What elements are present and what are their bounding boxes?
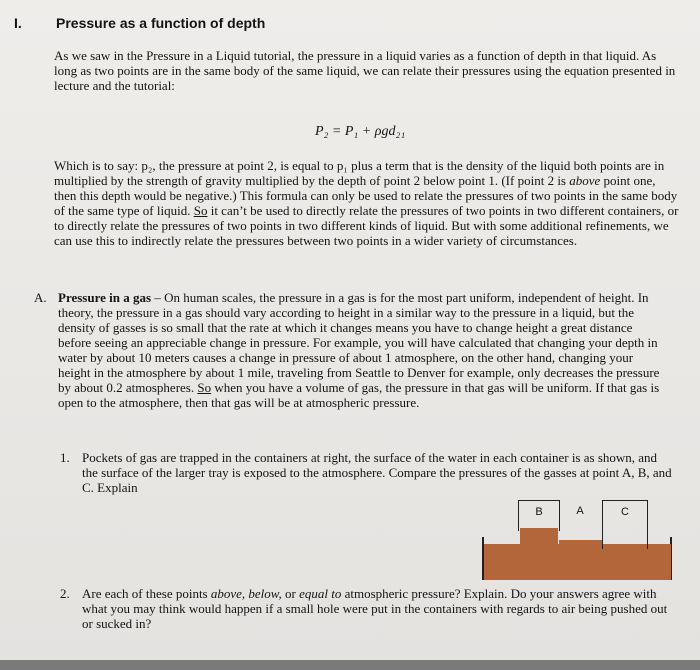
section-number: I. xyxy=(14,15,22,31)
question-2-text-3: atmospheric pressure? Explain. Do your answers agree with what you may think would happen if a small hole were put in the containers with regards to air being pushed out or sucked in? xyxy=(82,586,668,631)
section-a-title: Pressure in a gas xyxy=(58,290,152,305)
tray-water xyxy=(484,544,671,580)
pressure-formula: P₂ = P₁ + ρgd₂₁ xyxy=(315,124,406,139)
section-a-text-1: – On human scales, the pressure in a gas is for the most part uniform, independent of height. In theory, the pressure in a gas should vary according to height in a similar way to the pressure in a liquid, but the density of gasses is so small that the rate at which it changes means you have to change height a great distance before seeing an appreciable change in pressure. For example, you will have calculated that changing your depth in water by about 10 meters causes a change in pressure of about 1 atmosphere, on the other hand, changing your height in the atmosphere by about 1 mile, traveling from Seattle to Denver for example, only decreases the pressure by about 0.2 atmospheres. xyxy=(58,290,660,395)
section-a-text-2: when you have a volume of gas, the pressure in that gas will be uniform. If that gas is open to the atmosphere, then that gas will be at atmospheric pressure. xyxy=(58,380,660,410)
section-a-paragraph xyxy=(58,290,668,410)
question-1-number: 1. xyxy=(60,450,70,465)
container-c xyxy=(602,500,648,549)
question-2-emphasis-2: equal to xyxy=(299,586,342,601)
container-b-water xyxy=(520,528,558,544)
containers-diagram xyxy=(482,500,672,580)
question-2-text xyxy=(82,586,672,631)
point-a xyxy=(558,500,602,522)
container-b xyxy=(518,500,560,531)
explanation-paragraph xyxy=(54,158,679,248)
question-1-text: Pockets of gas are trapped in the containers at right, the surface of the water in each container is as shown, and the surface of the larger tray is exposed to the atmosphere. Compare the pressures of the gasses at point A, B, and C. Explain xyxy=(82,450,672,495)
intro-paragraph: As we saw in the Pressure in a Liquid tutorial, the pressure in a liquid varies as a function of depth in that liquid. As long as two points are in the same body of the same liquid, we can relate their pressures using the equation presented in lecture and the tutorial: xyxy=(54,48,676,93)
label-c: C xyxy=(621,506,629,518)
bottom-edge-bar xyxy=(0,660,700,670)
container-a-water xyxy=(559,540,602,546)
explanation-text-3: it can’t be used to directly relate the pressures of two points in two different containers, or to directly relate the pressures of two points in two different kinds of liquid. But with some additional refinements, we can use this to indirectly relate the pressures between two points in a wider variety of circumstances. xyxy=(54,203,679,248)
section-heading xyxy=(14,15,265,31)
question-2-emphasis-1: above, below, xyxy=(210,586,282,601)
section-title: Pressure as a function of depth xyxy=(56,15,266,31)
explanation-emphasis: above xyxy=(569,173,601,188)
label-a: A xyxy=(576,505,584,517)
explanation-so: So xyxy=(193,203,208,218)
section-a-so: So xyxy=(197,380,212,395)
question-2-text-1: Are each of these points xyxy=(82,586,211,601)
question-2-text-2: or xyxy=(281,586,300,601)
section-a-letter: A. xyxy=(34,290,47,305)
label-b: B xyxy=(535,506,543,518)
question-2-number: 2. xyxy=(60,586,70,601)
explanation-text-1: Which is to say: p₂, the pressure at point 2, is equal to p₁ plus a term that is the density of the liquid both points are in multiplied by the strength of gravity multiplied by the depth of point 2 below point 1. (If point 2 is xyxy=(54,158,665,188)
explanation-text-2: point one, then this depth would be negative.) This formula can only be used to relate the pressures of two points in the same body of the same type of liquid. xyxy=(54,173,678,218)
